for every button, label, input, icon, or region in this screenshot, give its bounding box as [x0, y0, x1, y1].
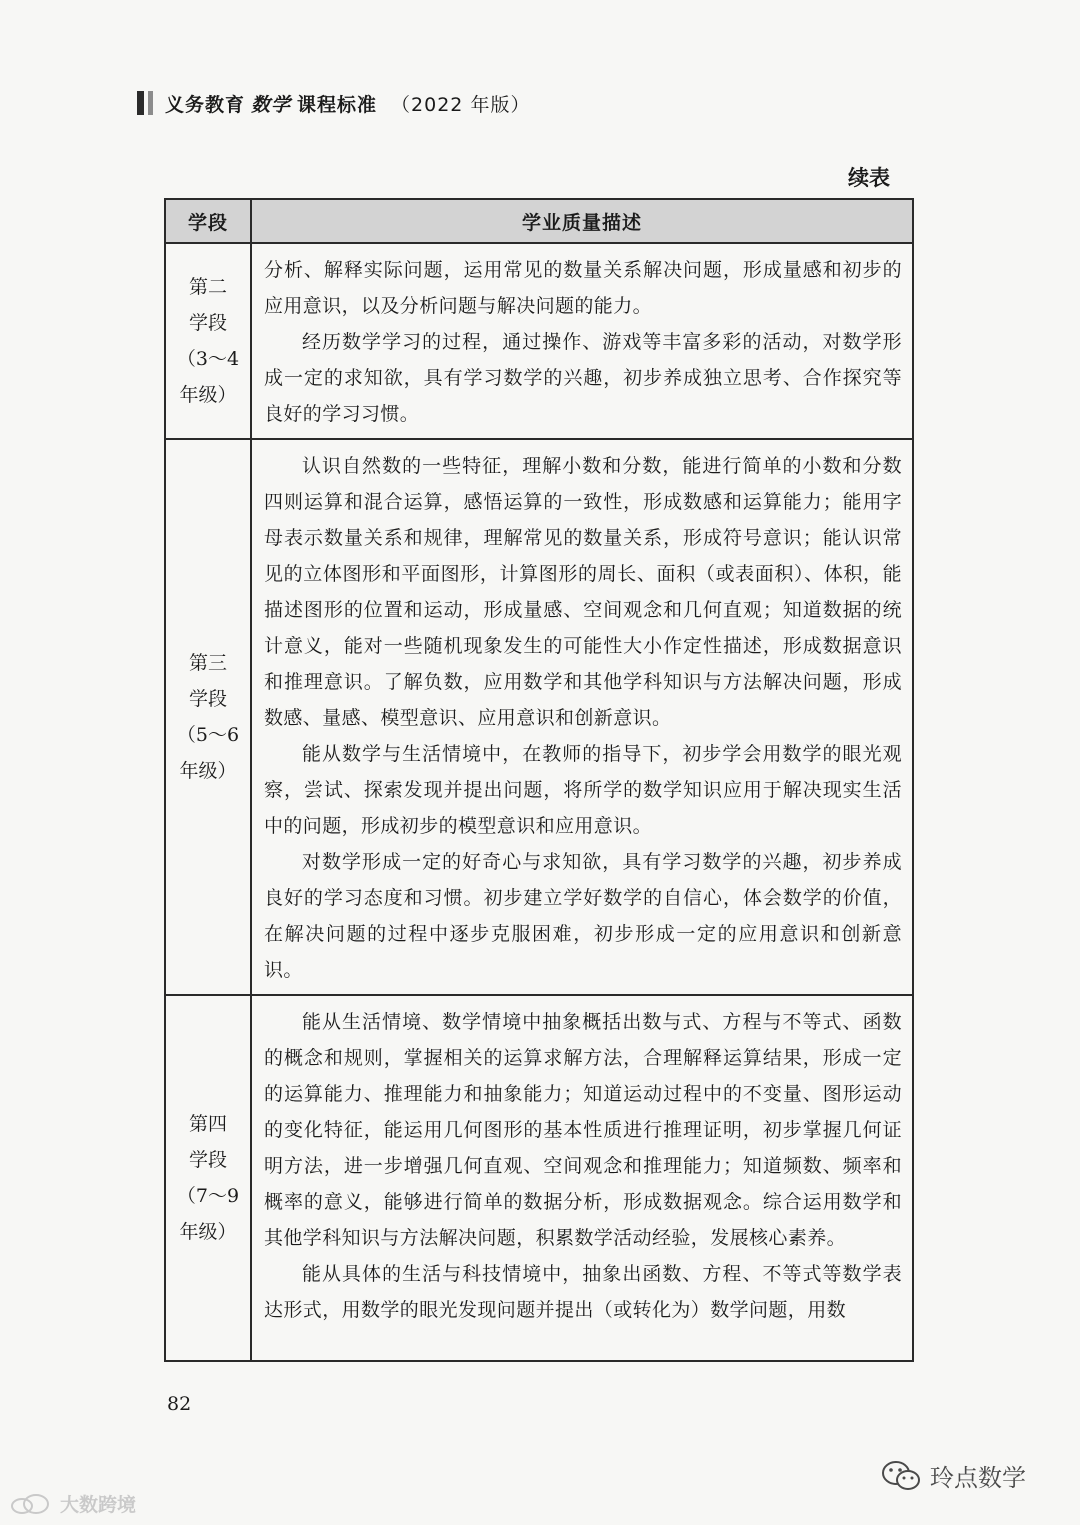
description-paragraph: 分析、解释实际问题，运用常见的数量关系解决问题，形成量感和初步的应用意识，以及分析问题与解决问题的能力。 [264, 259, 902, 317]
description-paragraph: 能从生活情境、数学情境中抽象概括出数与式、方程与不等式、函数的概念和规则，掌握相关的运算求解方法，合理解释运算结果，形成一定的运算能力、推理能力和抽象能力；知道运动过程中的不变量、图形运动的变化特征，能运用几何图形的基本性质进行推理证明，初步掌握几何证明方法，进一步增强几何直观、空间观念和推理能力；知道频数、频率和概率的意义，能够进行简单的数据分析，形成数据观念。综合运用数学和其他学科知识与方法解决问题，积累数学活动经验，发展核心素养。 [264, 1011, 902, 1249]
stage-cell: 第三 学段 （5～6 年级） [165, 439, 251, 995]
description-cell [251, 243, 913, 439]
description-paragraph: 认识自然数的一些特征，理解小数和分数，能进行简单的小数和分数四则运算和混合运算，感悟运算的一致性，形成数感和运算能力；能用字母表示数量关系和规律，理解常见的数量关系，形成符号意识；能认识常见的立体图形和平面图形，计算图形的周长、面积（或表面积）、体积，能描述图形的位置和运动，形成量感、空间观念和几何直观；知道数据的统计意义，能对一些随机现象发生的可能性大小作定性描述，形成数据意识和推理意识。了解负数，应用数学和其他学科知识与方法解决问题，形成数感、量感、模型意识、应用意识和创新意识。 [264, 455, 902, 729]
cloud-logo-icon [8, 1492, 54, 1516]
continued-table-label: 续表 [848, 166, 890, 190]
watermark-right [880, 1458, 1026, 1493]
watermark-left [8, 1490, 136, 1517]
running-header [137, 86, 530, 120]
description-cell [251, 995, 913, 1361]
header-bar-mark-light [148, 91, 153, 115]
stage-cell: 第四 学段 （7～9 年级） [165, 995, 251, 1361]
watermark-left-text: 大数跨境 [60, 1494, 137, 1516]
page-number: 82 [167, 1393, 192, 1415]
table-header-row [165, 199, 913, 243]
description-paragraph: 能从数学与生活情境中，在教师的指导下，初步学会用数学的眼光观察，尝试、探索发现并提出问题，将所学的数学知识应用于解决现实生活中的问题，形成初步的模型意识和应用意识。 [264, 743, 902, 837]
description-cell [251, 439, 913, 995]
table-row [165, 995, 913, 1361]
column-header-description: 学业质量描述 [251, 199, 913, 243]
book-title: 义务教育 数学 课程标准 [165, 93, 378, 116]
book-edition: （2022 年版） [391, 93, 531, 116]
table-row [165, 439, 913, 995]
header-bar-mark [137, 91, 144, 115]
stage-cell: 第二 学段 （3～4 年级） [165, 243, 251, 439]
description-paragraph: 经历数学学习的过程，通过操作、游戏等丰富多彩的活动，对数学形成一定的求知欲，具有学习数学的兴趣，初步养成独立思考、合作探究等良好的学习习惯。 [264, 331, 902, 425]
description-paragraph: 对数学形成一定的好奇心与求知欲，具有学习数学的兴趣，初步养成良好的学习态度和习惯。初步建立学好数学的自信心，体会数学的价值，在解决问题的过程中逐步克服困难，初步形成一定的应用意识和创新意识。 [264, 851, 902, 981]
column-header-stage: 学段 [165, 199, 251, 243]
watermark-right-text: 玲点数学 [930, 1464, 1026, 1492]
quality-description-table [164, 198, 914, 1362]
description-paragraph: 能从具体的生活与科技情境中，抽象出函数、方程、不等式等数学表达形式，用数学的眼光发现问题并提出（或转化为）数学问题，用数 [264, 1263, 902, 1321]
wechat-icon [880, 1459, 922, 1493]
table-row [165, 243, 913, 439]
